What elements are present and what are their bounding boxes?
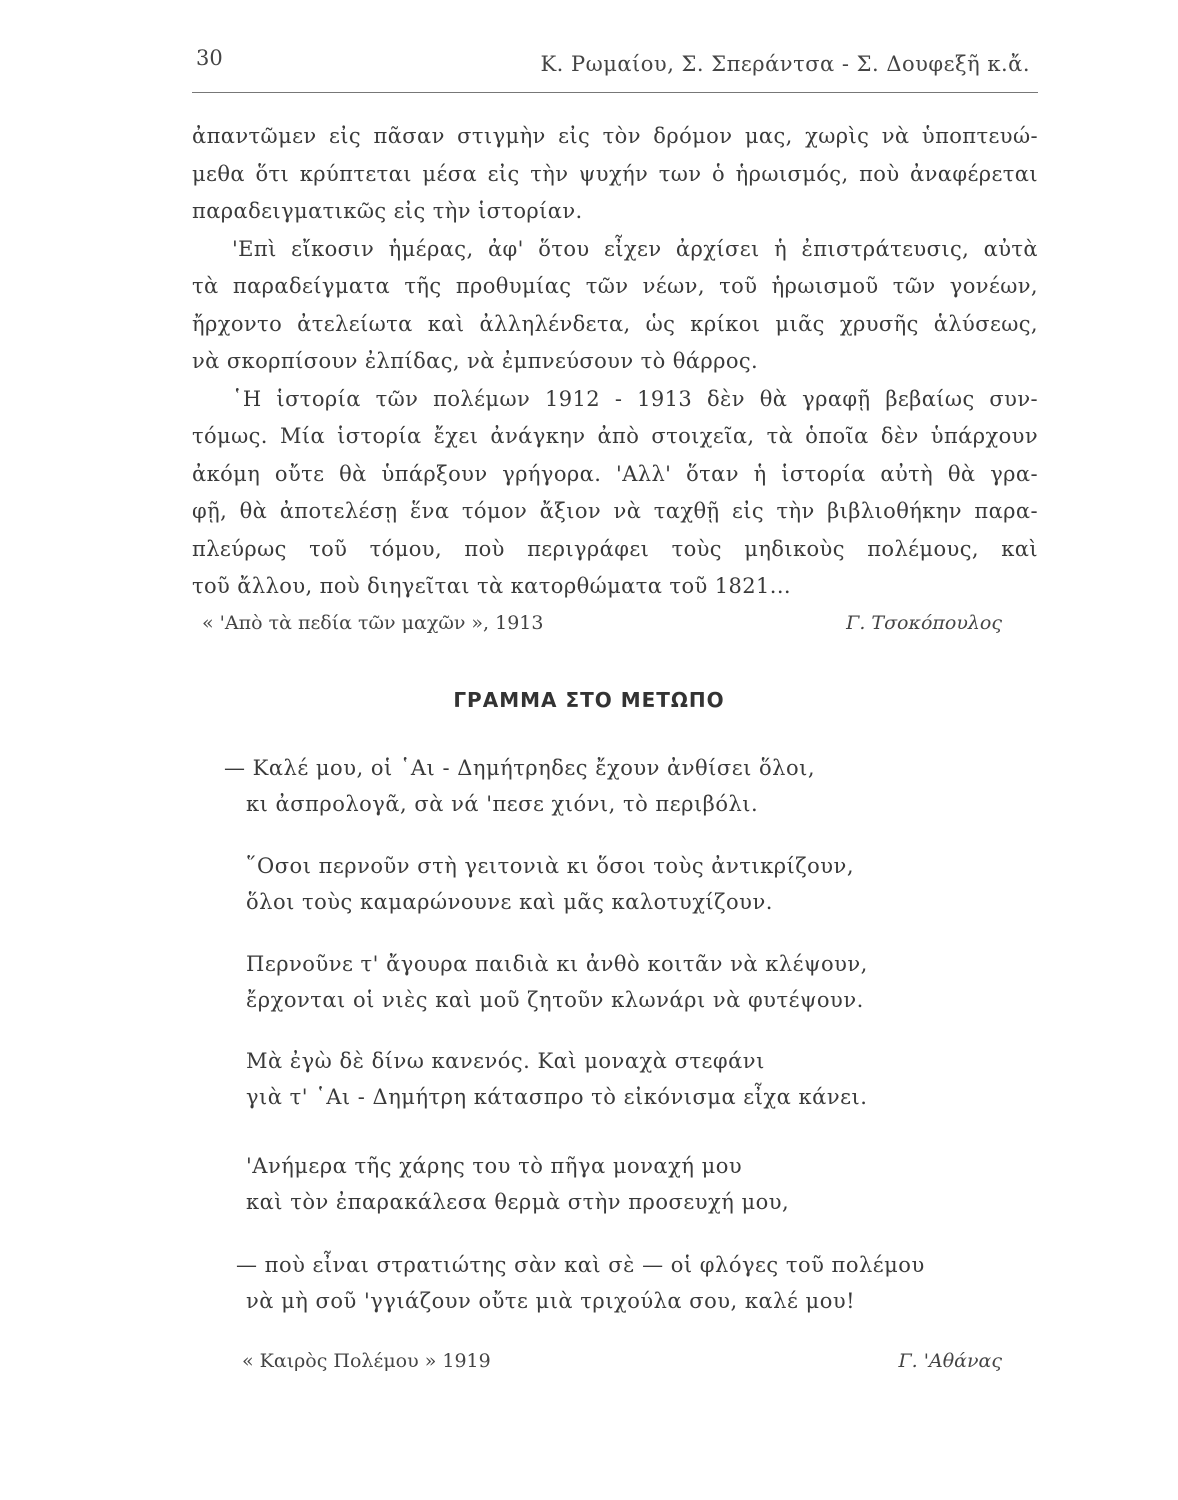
prose-line: ἀκόμη οὔτε θὰ ὑπάρξουν γρήγορα. 'Αλλ' ὅταν ἡ ἱστορία αὐτὴ θὰ γρα-	[192, 461, 1038, 486]
poem-line: — Καλέ μου, οἱ ῾Αι - Δημήτρηδες ἔχουν ἀνθίσει ὅλοι,	[224, 756, 815, 780]
poem-line: Περνοῦνε τ' ἄγουρα παιδιὰ κι ἀνθὸ κοιτᾶν νὰ κλέψουν,	[246, 952, 868, 976]
poem-line: γιὰ τ' ῾Αι - Δημήτρη κάτασπρο τὸ εἰκόνισμα εἶχα κάνει.	[246, 1085, 868, 1109]
poem-line: — ποὺ εἶναι στρατιώτης σὰν καὶ σὲ — οἱ φλόγες τοῦ πολέμου	[236, 1253, 925, 1277]
prose-line: φῇ, θὰ ἀποτελέσῃ ἕνα τόμον ἄξιον νὰ ταχθῇ εἰς τὴν βιβλιοθήκην παρα-	[192, 499, 1038, 523]
prose-line: ἤρχοντο ἀτελείωτα καὶ ἀλληλένδετα, ὡς κρίκοι μιᾶς χρυσῆς ἁλύσεως,	[192, 311, 1038, 336]
poem-line: 'Ανήμερα τῆς χάρης του τὸ πῆγα μοναχή μου	[246, 1154, 743, 1178]
poem-line: κι ἀσπρολογᾶ, σὰ νά 'πεσε χιόνι, τὸ περιβόλι.	[246, 792, 759, 816]
source-author: Γ. Τσοκόπουλος	[846, 612, 1002, 634]
poem-title: ΓΡΑΜΜΑ ΣΤΟ ΜΕΤΩΠΟ	[453, 688, 725, 712]
header-rule	[192, 92, 1038, 93]
poem-line: καὶ τὸν ἐπαρακάλεσα θερμὰ στὴν προσευχή μου,	[246, 1190, 790, 1214]
prose-line: μεθα ὅτι κρύπτεται μέσα εἰς τὴν ψυχήν των ὁ ἡρωισμός, ποὺ ἀναφέρεται	[192, 161, 1038, 186]
source-title: « 'Απὸ τὰ πεδία τῶν μαχῶν », 1913	[202, 612, 544, 634]
prose-line: παραδειγματικῶς εἰς τὴν ἱστορίαν.	[192, 199, 583, 223]
poem-line: ῞Οσοι περνοῦν στὴ γειτονιὰ κι ὅσοι τοὺς ἀντικρίζουν,	[246, 854, 855, 878]
prose-line: ῾Η ἱστορία τῶν πολέμων 1912 - 1913 δὲν θὰ γραφῇ βεβαίως συν-	[232, 386, 1038, 411]
prose-line: πλεύρως τοῦ τόμου, ποὺ περιγράφει τοὺς μηδικοὺς πολέμους, καὶ	[192, 536, 1038, 561]
source-author: Γ. 'Αθάνας	[898, 1350, 1002, 1372]
prose-line: τοῦ ἄλλου, ποὺ διηγεῖται τὰ κατορθώματα τοῦ 1821...	[192, 574, 792, 598]
prose-line: τὰ παραδείγματα τῆς προθυμίας τῶν νέων, τοῦ ἡρωισμοῦ τῶν γονέων,	[192, 274, 1038, 298]
prose-line: 'Επὶ εἴκοσιν ἡμέρας, ἀφ' ὅτου εἶχεν ἀρχίσει ἡ ἐπιστράτευσις, αὐτὰ	[232, 236, 1038, 261]
page-number: 30	[196, 46, 223, 70]
running-head: Κ. Ρωμαίου, Σ. Σπεράντσα - Σ. Δουφεξῆ κ.ἄ.	[540, 52, 1030, 76]
prose-block	[192, 118, 1038, 606]
poem-line: Μὰ ἐγὼ δὲ δίνω κανενός. Καὶ μοναχὰ στεφάνι	[246, 1049, 765, 1073]
poem-line: ὅλοι τοὺς καμαρώνουνε καὶ μᾶς καλοτυχίζουν.	[246, 890, 773, 914]
prose-line: νὰ σκορπίσουν ἐλπίδας, νὰ ἐμπνεύσουν τὸ θάρρος.	[192, 349, 759, 373]
prose-line: ἀπαντῶμεν εἰς πᾶσαν στιγμὴν εἰς τὸν δρόμον μας, χωρὶς νὰ ὑποπτευώ-	[192, 124, 1038, 148]
prose-line: τόμως. Μία ἱστορία ἔχει ἀνάγκην ἀπὸ στοιχεῖα, τὰ ὁποῖα δὲν ὑπάρχουν	[192, 424, 1038, 448]
poem-line: νὰ μὴ σοῦ 'γγιάζουν οὔτε μιὰ τριχούλα σου, καλέ μου!	[246, 1289, 856, 1313]
source-title: « Καιρὸς Πολέμου » 1919	[242, 1350, 491, 1372]
poem-line: ἔρχονται οἱ νιὲς καὶ μοῦ ζητοῦν κλωνάρι νὰ φυτέψουν.	[246, 988, 864, 1012]
